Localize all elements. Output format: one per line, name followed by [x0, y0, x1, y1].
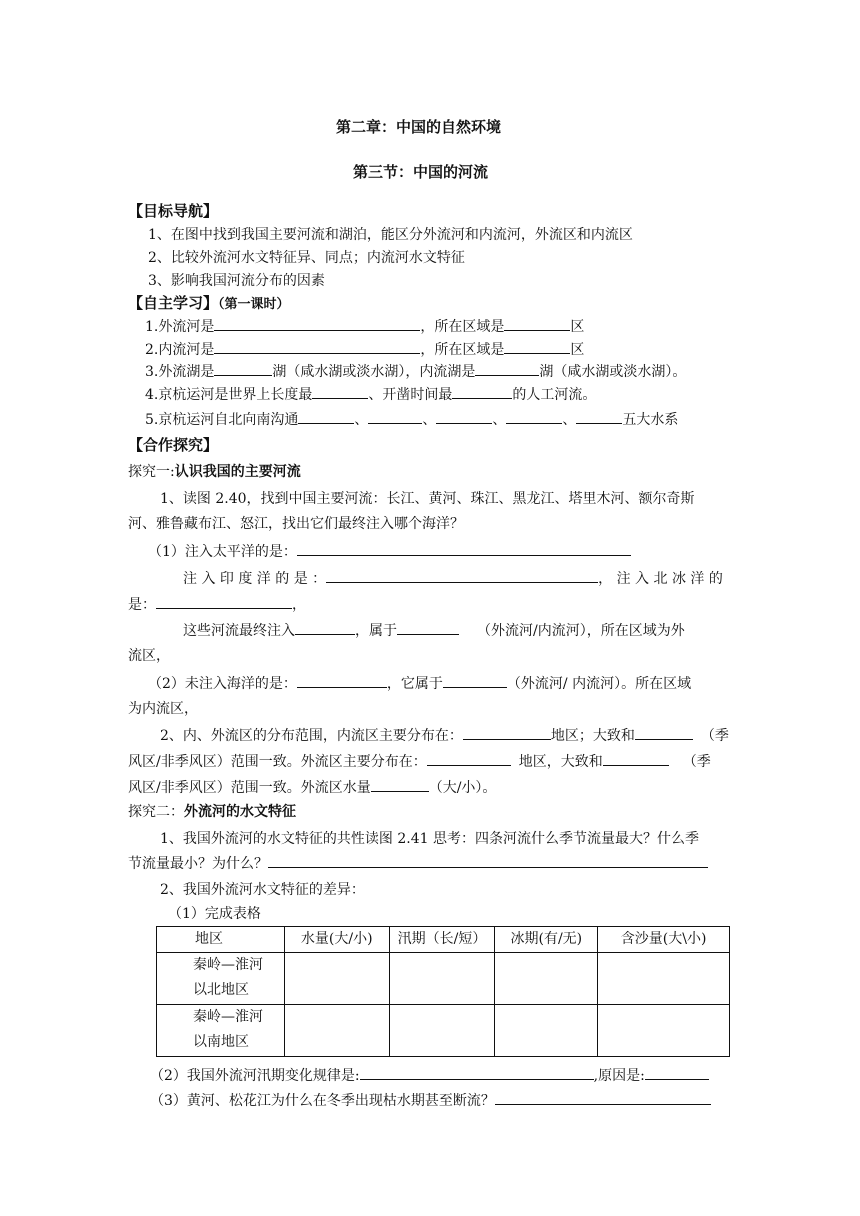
table-cell[interactable]: [495, 1005, 598, 1057]
q2-flood-text: （2）我国外流河汛期变化规律是:: [150, 1068, 360, 1084]
table-row: [157, 1005, 730, 1057]
goal-item: 3、影响我国河流分布的因素: [148, 273, 325, 289]
q3-text-c: 湖（咸水湖或淡水湖）。: [539, 364, 687, 380]
explore2-p1-line1: 1、我国外流河的水文特征的共性读图 2.41 思考：四条河流什么季节流量最大？什么季: [160, 831, 699, 847]
region-north: [157, 953, 285, 1005]
p2-blank-2[interactable]: [635, 725, 693, 740]
indian-blank[interactable]: [326, 568, 598, 583]
lesson-note: （第一课时）: [218, 297, 290, 312]
arctic-blank[interactable]: [156, 594, 292, 609]
explore1-q1-final: [183, 620, 685, 641]
question-3: [145, 361, 686, 382]
q2-text-c: 区: [570, 342, 585, 358]
indian-text: 注 入 印 度 洋 的 是 ：: [183, 571, 327, 587]
q5-blank[interactable]: [506, 409, 562, 424]
q4-blank-1[interactable]: [312, 384, 368, 399]
q4-text-a: 4.京杭运河是世界上长度最: [145, 387, 313, 403]
q5-text-a: 5.京杭运河自北向南沟通: [145, 412, 299, 428]
p2-blank-3[interactable]: [427, 751, 511, 766]
header-region: 地区: [157, 927, 285, 953]
p1-line2-text: 节流量最小？为什么？: [128, 856, 268, 872]
region-north-line1: 秦岭—淮河: [193, 957, 263, 973]
q5-sep: 、: [492, 412, 507, 428]
header-sediment: 含沙量(大\小): [598, 927, 730, 953]
self-study-heading: [128, 293, 290, 315]
explore1-q1-indian: [183, 568, 723, 589]
explore1-p2-line1: [160, 725, 729, 746]
chapter-title: 第二章：中国的自然环境: [336, 118, 502, 136]
table-cell[interactable]: [284, 1005, 389, 1057]
q5-blank[interactable]: [576, 409, 622, 424]
q5-blank[interactable]: [436, 409, 492, 424]
q5-blank[interactable]: [368, 409, 422, 424]
q3-blank[interactable]: [495, 1090, 711, 1105]
explore1-p1-line1: 1、读图 2.40，找到中国主要河流：长江、黄河、珠江、黑龙江、塔里木河、额尔奇斯: [160, 491, 695, 507]
p2-e: 地区，大致和: [518, 754, 603, 770]
explore2-p1-blank[interactable]: [268, 853, 708, 868]
explore1-p1-line2: 河、雅鲁藏布江、怒江，找出它们最终注入哪个海洋？: [128, 516, 464, 532]
section-title: 第三节：中国的河流: [353, 163, 489, 181]
p2-f: （季: [682, 754, 711, 770]
q4-text-c: 的人工河流。: [512, 387, 597, 403]
header-flood: 汛期（长/短）: [389, 927, 495, 953]
explore2-heading: [128, 802, 296, 822]
final-blank-2[interactable]: [397, 620, 459, 635]
table-cell[interactable]: [598, 953, 730, 1005]
p2-d: 风区/非季风区）范围一致。外流区主要分布在：: [128, 754, 427, 770]
hydrology-table: [156, 926, 730, 1057]
final-b: ，属于: [355, 623, 397, 639]
q2-b: ，它属于: [386, 676, 443, 692]
table-cell[interactable]: [598, 1005, 730, 1057]
explore1-p2-line3: [128, 777, 496, 798]
explore1-heading: [128, 462, 301, 482]
table-header-row: [157, 927, 730, 953]
table-cell[interactable]: [284, 953, 389, 1005]
arctic-text: ， 注 入 北 冰 洋 的: [598, 571, 723, 587]
q2-c: （外流河/ 内流河）。所在区域: [506, 676, 692, 692]
question-4: [145, 384, 596, 405]
q2-blank-2[interactable]: [504, 339, 570, 354]
q5-sep: 、: [422, 412, 437, 428]
q4-blank-2[interactable]: [452, 384, 512, 399]
q2-reason-text: ,原因是:: [593, 1068, 645, 1084]
explore2-q3: [150, 1090, 711, 1111]
question-1: [145, 316, 584, 337]
final-c: （外流河/内流河），所在区域为外: [477, 623, 685, 639]
explore1-p2-line2: [128, 751, 711, 772]
region-south-line1: 秦岭—淮河: [193, 1009, 263, 1025]
final-d: 流区，: [128, 648, 170, 664]
goal-item: 2、比较外流河水文特征异、同点；内流河水文特征: [148, 250, 465, 266]
q1-text-b: ，所在区域是: [420, 319, 505, 335]
self-study-title: 【自主学习】: [128, 294, 219, 312]
q5-blank[interactable]: [298, 409, 354, 424]
q5-sep: 、: [354, 412, 369, 428]
q4-text-b: 、开凿时间最: [368, 387, 453, 403]
p2-blank-4[interactable]: [603, 751, 669, 766]
q2-blank-1[interactable]: [214, 339, 420, 354]
q2-blank-2[interactable]: [443, 673, 507, 688]
explore1-label: 探究一:: [128, 464, 175, 480]
q1-blank-2[interactable]: [504, 316, 570, 331]
arctic-comma: ，: [292, 597, 306, 613]
p2-a: 2、内、外流区的分布范围，内流区主要分布在：: [160, 728, 463, 744]
p2-b: 地区；大致和: [550, 728, 635, 744]
explore2-q2: [150, 1065, 709, 1086]
q3-text: （3）黄河、松花江为什么在冬季出现枯水期甚至断流？: [150, 1093, 495, 1109]
q2-d: 为内流区，: [128, 701, 198, 717]
arctic-text-2: 是：: [128, 597, 156, 613]
q3-blank-2[interactable]: [475, 361, 539, 376]
reason-blank[interactable]: [645, 1065, 709, 1080]
explore1-title: 认识我国的主要河流: [174, 464, 301, 480]
q3-text-b: 湖（咸水湖或淡水湖），内流湖是: [272, 364, 476, 380]
q1-text-c: 区: [570, 319, 585, 335]
explore2-q1: （1）完成表格: [168, 906, 261, 922]
question-2: [145, 339, 584, 360]
question-5: [145, 409, 678, 430]
explore2-title: 外流河的水文特征: [184, 804, 296, 820]
goal-item: 1、在图中找到我国主要河流和湖泊，能区分外流河和内流河，外流区和内流区: [148, 227, 633, 243]
table-cell[interactable]: [389, 1005, 495, 1057]
goals-heading: 【目标导航】: [128, 202, 219, 220]
region-north-line2: 以北地区: [193, 982, 249, 998]
p2-blank-1[interactable]: [463, 725, 551, 740]
q3-text-a: 3.外流湖是: [145, 364, 215, 380]
q3-blank-1[interactable]: [214, 361, 272, 376]
q1-pacific-text: （1）注入太平洋的是：: [148, 544, 297, 560]
q2-a: （2）未注入海洋的是：: [148, 676, 297, 692]
q2-text-b: ，所在区域是: [420, 342, 505, 358]
region-south: [157, 1005, 285, 1057]
q2-text-a: 2.内流河是: [145, 342, 215, 358]
q1-text-a: 1.外流河是: [145, 319, 215, 335]
q2-blank-1[interactable]: [297, 673, 387, 688]
explore1-q1-arctic: [128, 594, 306, 615]
p2-blank-5[interactable]: [371, 777, 429, 792]
q5-text-end: 五大水系: [622, 412, 679, 428]
region-south-line2: 以南地区: [193, 1034, 249, 1050]
coop-heading: 【合作探究】: [128, 436, 219, 454]
q1-blank-1[interactable]: [214, 316, 420, 331]
flood-blank[interactable]: [360, 1065, 594, 1080]
table-cell[interactable]: [495, 953, 598, 1005]
explore1-q2: [148, 673, 691, 694]
p2-h: （大/小）。: [428, 780, 497, 796]
header-ice: 冰期(有/无): [495, 927, 598, 953]
header-volume: 水量(大/小): [284, 927, 389, 953]
p2-c: （季: [700, 728, 729, 744]
explore1-q1: [148, 541, 631, 562]
explore2-p2: 2、我国外流河水文特征的差异：: [160, 882, 365, 898]
q5-sep: 、: [562, 412, 577, 428]
pacific-blank[interactable]: [297, 541, 631, 556]
final-a: 这些河流最终注入: [183, 623, 295, 639]
table-row: [157, 953, 730, 1005]
p2-g: 风区/非季风区）范围一致。外流区水量: [128, 780, 371, 796]
explore2-label: 探究二：: [128, 804, 184, 820]
final-blank-1[interactable]: [295, 620, 355, 635]
explore2-p1-line2: [128, 853, 708, 874]
table-cell[interactable]: [389, 953, 495, 1005]
